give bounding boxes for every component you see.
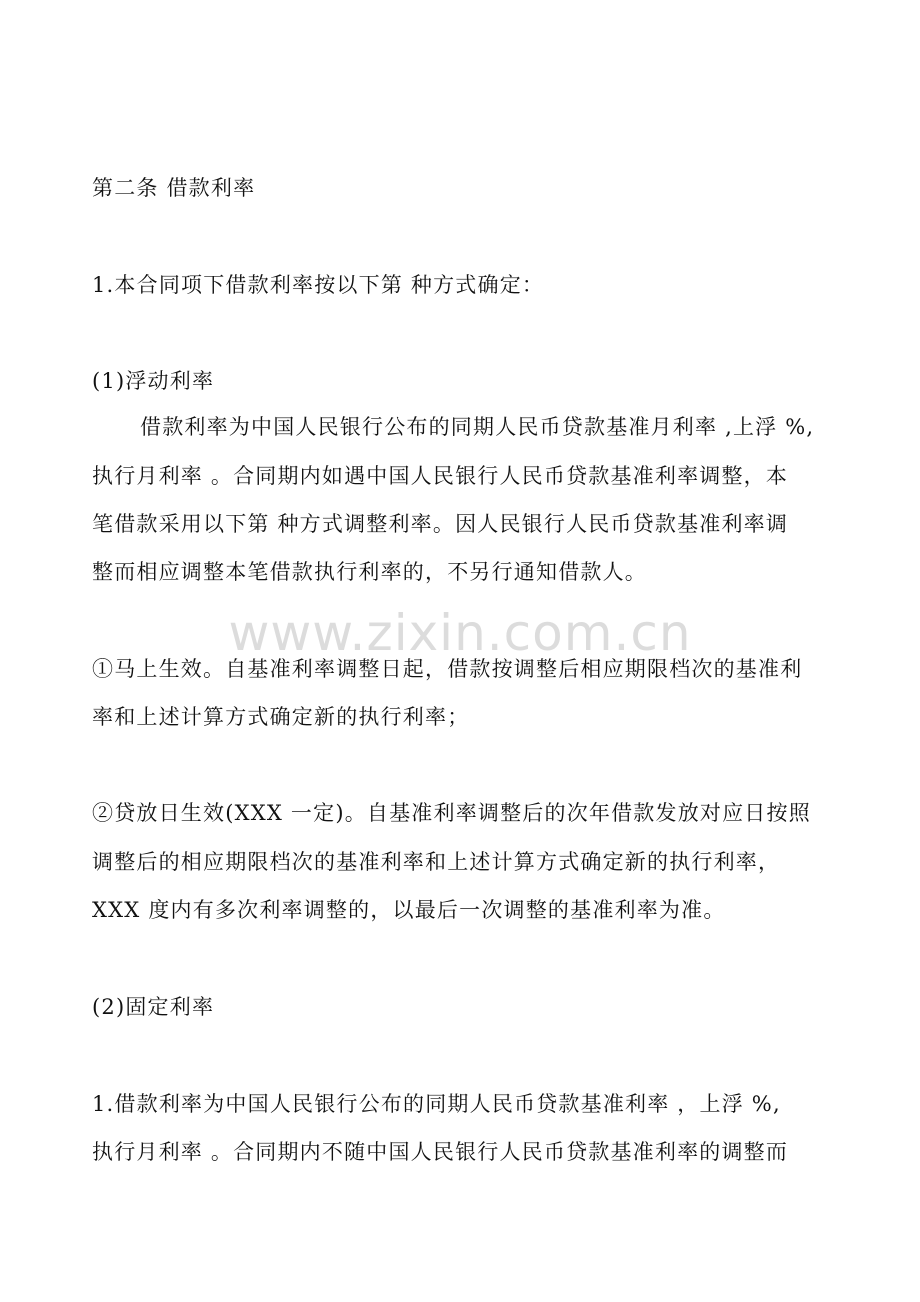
clause-1: 1.本合同项下借款利率按以下第 种方式确定：: [92, 273, 545, 297]
option-2-line-2: 调整后的相应期限档次的基准利率和上述计算方式确定新的执行利率，: [92, 850, 781, 874]
floating-rate-heading: (1)浮动利率: [92, 369, 215, 393]
option-2-line-1: ②贷放日生效(XXX 一定)。自基准利率调整后的次年借款发放对应日按照: [92, 801, 811, 825]
option-1-line-1: ①马上生效。自基准利率调整日起，借款按调整后相应期限档次的基准利: [92, 657, 803, 681]
option-2-line-3: XXX 度内有多次利率调整的，以最后一次调整的基准利率为准。: [92, 898, 726, 922]
option-1-line-2: 率和上述计算方式确定新的执行利率；: [92, 705, 470, 729]
fixed-rate-para-line-2: 执行月利率 。合同期内不随中国人民银行人民币贷款基准利率的调整而: [92, 1140, 789, 1164]
floating-rate-para-line-2: 执行月利率 。合同期内如遇中国人民银行人民币贷款基准利率调整，本: [92, 464, 789, 488]
floating-rate-para-line-1: 借款利率为中国人民银行公布的同期人民币贷款基准月利率 ,上浮 %,: [140, 415, 815, 439]
article-heading: 第二条 借款利率: [92, 176, 256, 200]
watermark: www.zixin.com.cn: [228, 604, 692, 662]
floating-rate-para-line-3: 笔借款采用以下第 种方式调整利率。因人民银行人民币贷款基准利率调: [92, 512, 789, 536]
fixed-rate-para-line-1: 1.借款利率为中国人民银行公布的同期人民币贷款基准利率 ，上浮 %,: [92, 1092, 781, 1116]
fixed-rate-heading: (2)固定利率: [92, 995, 215, 1019]
floating-rate-para-line-4: 整而相应调整本笔借款执行利率的，不另行通知借款人。: [92, 560, 647, 584]
